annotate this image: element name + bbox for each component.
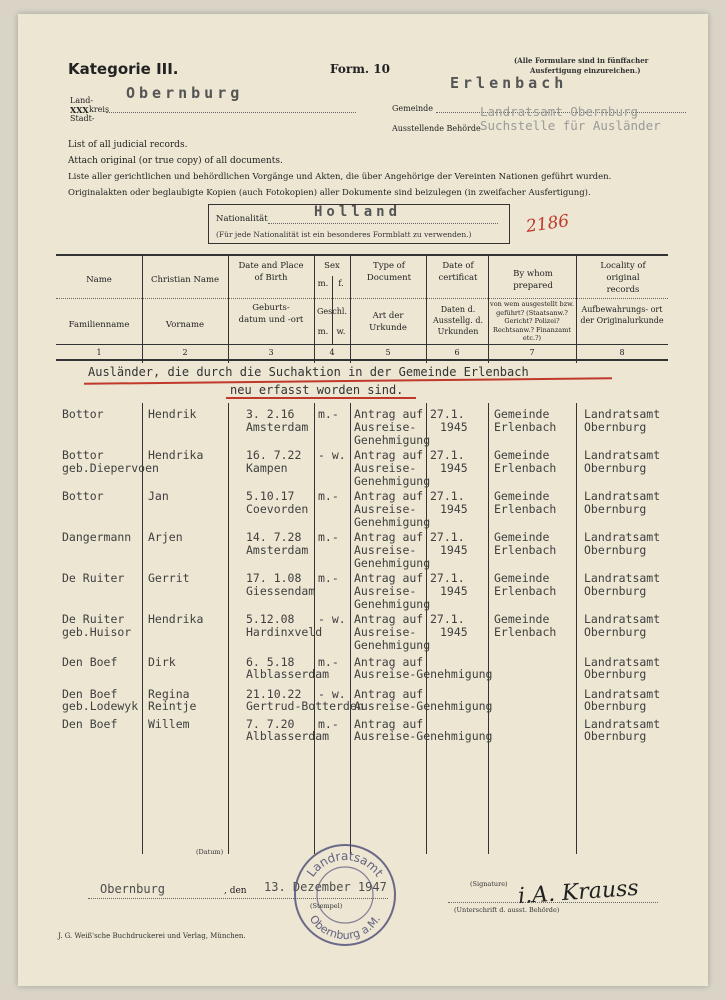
row-document-2: Ausreise- xyxy=(354,584,417,598)
col-6-de: Daten d. Ausstellg. d. Urkunden xyxy=(432,305,484,336)
row-sex: m.- xyxy=(318,655,339,669)
sex-f: f. xyxy=(338,279,344,289)
kreis-label: kreis xyxy=(89,105,110,114)
sex-w-de: w. xyxy=(336,327,346,337)
section-title-2: neu erfasst worden sind. xyxy=(230,383,404,397)
row-locality-1: Landratsamt xyxy=(584,571,661,585)
col-num-7: 7 xyxy=(529,348,535,357)
row-vorname: Hendrika xyxy=(148,612,204,626)
col-2-en: Christian Name xyxy=(150,275,220,285)
date-label: (Datum) xyxy=(196,848,224,856)
row-name: Den Boef xyxy=(62,655,118,669)
nationality-note: (Für jede Nationalität ist ein besonderes Formblatt zu verwenden.) xyxy=(216,230,472,239)
row-locality-1: Landratsamt xyxy=(584,448,661,462)
row-prepared-by-2: Erlenbach xyxy=(494,461,557,475)
row-birth-place: Hardinxveld xyxy=(246,625,323,639)
row-vorname: Gerrit xyxy=(148,571,190,585)
instruction-2: Attach original (or true copy) of all documents. xyxy=(68,156,283,166)
row-cert-date: 27.1. xyxy=(430,530,465,544)
red-reference-mark: 2186 xyxy=(524,211,571,237)
col-7-en: By whom prepared xyxy=(513,269,553,291)
row-locality-1: Landratsamt xyxy=(584,687,661,701)
row-document-1: Antrag auf xyxy=(354,655,424,669)
stadt-label: Stadt- xyxy=(70,114,95,123)
row-locality-2: Obernburg xyxy=(584,667,647,681)
row-name: Bottor xyxy=(62,489,104,503)
col-8-en: Locality of original records xyxy=(600,261,646,295)
row-birth-date: 7. 7.20 xyxy=(246,717,295,731)
row-document-3: Genehmigung xyxy=(354,433,431,447)
row-cert-date: 27.1. xyxy=(430,407,465,421)
row-locality-1: Landratsamt xyxy=(584,489,661,503)
kategorie-title: Kategorie III. xyxy=(68,60,179,78)
nationality-line xyxy=(268,223,498,224)
col-divider-2 xyxy=(228,254,229,854)
col-divider-4 xyxy=(350,254,351,854)
gemeinde-value: Erlenbach xyxy=(450,74,568,92)
row-vorname: Willem xyxy=(148,717,190,731)
row-document-2: Ausreise-Genehmigung xyxy=(354,667,493,681)
row-birth-date: 3. 2.16 xyxy=(246,407,295,421)
copies-note-2: Ausfertigung einzureichen.) xyxy=(530,66,641,75)
row-document-3: Genehmigung xyxy=(354,597,431,611)
row-cert-date: 27.1. xyxy=(430,612,465,626)
row-prepared-by-2: Erlenbach xyxy=(494,502,557,516)
row-document-3: Genehmigung xyxy=(354,556,431,570)
row-document-3: Genehmigung xyxy=(354,515,431,529)
row-locality-2: Obernburg xyxy=(584,420,647,434)
signature-value: i.A. Krauss xyxy=(517,875,640,910)
row-prepared-by-2: Erlenbach xyxy=(494,543,557,557)
row-cert-year: 1945 xyxy=(440,461,468,475)
row-document-2: Ausreise- xyxy=(354,625,417,639)
row-prepared-by-1: Gemeinde xyxy=(494,407,550,421)
kreis-value: Obernburg xyxy=(126,84,244,102)
row-cert-year: 1945 xyxy=(440,420,468,434)
red-underline-2 xyxy=(226,397,416,399)
row-locality-2: Obernburg xyxy=(584,461,647,475)
row-document-1: Antrag auf xyxy=(354,530,424,544)
col-3-en: Date and Place of Birth xyxy=(238,261,304,283)
row-locality-2: Obernburg xyxy=(584,699,647,713)
row-document-2: Ausreise-Genehmigung xyxy=(354,729,493,743)
row-vorname: Hendrika xyxy=(148,448,204,462)
row-birth-place: Coevorden xyxy=(246,502,309,516)
row-birth-place: Amsterdam xyxy=(246,543,309,557)
stamp-bottom-text: Obernburg a.M. xyxy=(306,912,384,943)
instruction-3: Liste aller gerichtlichen und behördlichen Vorgänge und Akten, die über Angehörige der Vereinten Nationen geführt wurden. xyxy=(68,172,612,182)
row-name-maiden: geb.Lodewyk xyxy=(62,699,139,713)
row-document-2: Ausreise- xyxy=(354,461,417,475)
col-5-en: Type of Document xyxy=(366,261,412,283)
row-locality-1: Landratsamt xyxy=(584,612,661,626)
row-document-1: Antrag auf xyxy=(354,489,424,503)
row-vorname: Jan xyxy=(148,489,169,503)
col-divider-3 xyxy=(314,254,315,854)
row-birth-place: Amsterdam xyxy=(246,420,309,434)
row-sex: m.- xyxy=(318,571,339,585)
col-1-en: Name xyxy=(86,275,112,285)
signature-line xyxy=(448,902,658,903)
row-birth-date: 14. 7.28 xyxy=(246,530,302,544)
stempel-label: (Stempel) xyxy=(310,902,343,910)
col-7-de: von wem ausgestellt bzw. geführt? (Staatsanw.? Gericht? Polizei? Rechtsanw.? Finanzamt etc.?) xyxy=(490,300,574,342)
behoerde-value-1: Landratsamt Obernburg xyxy=(480,104,639,119)
row-sex: m.- xyxy=(318,489,339,503)
col-num-1: 1 xyxy=(96,348,102,357)
col-num-6: 6 xyxy=(454,348,460,357)
row-document-3: Genehmigung xyxy=(354,474,431,488)
col-8-de: Aufbewahrungs- ort der Originalurkunde xyxy=(580,305,664,325)
row-document-1: Antrag auf xyxy=(354,612,424,626)
col-4-en: Sex xyxy=(324,261,340,271)
printer-imprint: J. G. Weiß'sche Buchdruckerei und Verlag, München. xyxy=(58,932,246,940)
place-value: Obernburg xyxy=(100,882,166,896)
row-birth-date: 21.10.22 xyxy=(246,687,302,701)
instruction-1: List of all judicial records. xyxy=(68,140,188,150)
row-prepared-by-1: Gemeinde xyxy=(494,571,550,585)
stamp-top-text: Landratsamt xyxy=(304,848,387,880)
row-birth-date: 6. 5.18 xyxy=(246,655,295,669)
row-name-maiden: geb.Huisor xyxy=(62,625,132,639)
row-birth-place: Giessendam xyxy=(246,584,316,598)
date-value: 13. Dezember 1947 xyxy=(264,880,387,894)
kreis-line xyxy=(106,112,356,113)
row-name-maiden: geb.Diepervoen xyxy=(62,461,159,475)
row-locality-1: Landratsamt xyxy=(584,407,661,421)
row-locality-2: Obernburg xyxy=(584,584,647,598)
row-document-1: Antrag auf xyxy=(354,571,424,585)
col-divider-6 xyxy=(488,254,489,854)
nationality-label: Nationalität xyxy=(216,214,268,224)
row-name: De Ruiter xyxy=(62,571,125,585)
row-vorname: Arjen xyxy=(148,530,183,544)
behoerde-value-2: Suchstelle für Ausländer xyxy=(480,118,661,133)
col-5-de: Art der Urkunde xyxy=(369,311,407,333)
row-prepared-by-1: Gemeinde xyxy=(494,448,550,462)
row-prepared-by-2: Erlenbach xyxy=(494,584,557,598)
row-document-2: Ausreise- xyxy=(354,502,417,516)
row-cert-date: 27.1. xyxy=(430,489,465,503)
form-number: Form. 10 xyxy=(330,62,390,76)
col-num-5: 5 xyxy=(385,348,391,357)
row-vorname: Dirk xyxy=(148,655,176,669)
row-document-1: Antrag auf xyxy=(354,448,424,462)
row-birth-place: Kampen xyxy=(246,461,288,475)
row-prepared-by-1: Gemeinde xyxy=(494,489,550,503)
sex-m: m. xyxy=(317,279,329,289)
row-document-1: Antrag auf xyxy=(354,407,424,421)
signature-label: (Signature) xyxy=(470,880,508,888)
row-birth-place: Alblasserdam xyxy=(246,667,330,681)
row-document-2: Ausreise- xyxy=(354,543,417,557)
row-name: Den Boef xyxy=(62,717,118,731)
unterschrift-label: (Unterschrift d. ausst. Behörde) xyxy=(454,906,560,914)
row-cert-date: 27.1. xyxy=(430,448,465,462)
section-title-1: Ausländer, die durch die Suchaktion in der Gemeinde Erlenbach xyxy=(88,365,529,379)
col-6-en: Date of certificat xyxy=(438,261,478,283)
col-num-2: 2 xyxy=(182,348,188,357)
row-locality-1: Landratsamt xyxy=(584,530,661,544)
row-name: Den Boef xyxy=(62,687,118,701)
row-document-1: Antrag auf xyxy=(354,687,424,701)
row-cert-year: 1945 xyxy=(440,584,468,598)
land-label: Land- xyxy=(70,96,94,105)
row-prepared-by-2: Erlenbach xyxy=(494,625,557,639)
form-sheet xyxy=(18,14,708,986)
sex-m-de: m. xyxy=(317,327,329,337)
row-document-3: Genehmigung xyxy=(354,638,431,652)
row-sex: m.- xyxy=(318,407,339,421)
col-num-8: 8 xyxy=(619,348,625,357)
row-birth-date: 5.12.08 xyxy=(246,612,295,626)
row-birth-place: Alblasserdam xyxy=(246,729,330,743)
copies-note-1: (Alle Formulare sind in fünffacher xyxy=(514,56,649,65)
row-birth-place: Gertrud-Botterden xyxy=(246,699,364,713)
col-num-3: 3 xyxy=(268,348,274,357)
den-label: , den xyxy=(224,886,247,896)
row-vorname-2: Reintje xyxy=(148,699,197,713)
row-locality-1: Landratsamt xyxy=(584,655,661,669)
row-locality-2: Obernburg xyxy=(584,543,647,557)
row-vorname: Regina xyxy=(148,687,190,701)
col-divider-5 xyxy=(426,254,427,854)
col-4-de: Geschl. xyxy=(317,307,347,316)
row-prepared-by-2: Erlenbach xyxy=(494,420,557,434)
row-cert-year: 1945 xyxy=(440,502,468,516)
nationality-value: Holland xyxy=(314,204,402,220)
row-prepared-by-1: Gemeinde xyxy=(494,530,550,544)
row-prepared-by-1: Gemeinde xyxy=(494,612,550,626)
instruction-4: Originalakten oder beglaubigte Kopien (auch Fotokopien) aller Dokumente sind beizulegen (in zweifacher Ausfertigung). xyxy=(68,188,591,198)
row-sex: - w. xyxy=(318,687,346,701)
row-sex: m.- xyxy=(318,717,339,731)
col-3-de: Geburts- datum und -ort xyxy=(238,303,304,325)
row-cert-date: 27.1. xyxy=(430,571,465,585)
gemeinde-label: Gemeinde xyxy=(392,104,434,113)
row-locality-2: Obernburg xyxy=(584,502,647,516)
row-sex: m.- xyxy=(318,530,339,544)
kreis-struck: XXX xyxy=(70,105,89,115)
row-name: De Ruiter xyxy=(62,612,125,626)
row-locality-2: Obernburg xyxy=(584,625,647,639)
row-cert-year: 1945 xyxy=(440,543,468,557)
col-2-de: Vorname xyxy=(165,320,205,330)
row-sex: - w. xyxy=(318,612,346,626)
row-document-2: Ausreise-Genehmigung xyxy=(354,699,493,713)
official-stamp xyxy=(290,840,400,950)
row-name: Bottor xyxy=(62,407,104,421)
row-birth-date: 5.10.17 xyxy=(246,489,295,503)
behoerde-label: Ausstellende Behörde xyxy=(392,124,481,133)
col-num-4: 4 xyxy=(329,348,335,357)
row-locality-1: Landratsamt xyxy=(584,717,661,731)
row-document-1: Antrag auf xyxy=(354,717,424,731)
row-document-2: Ausreise- xyxy=(354,420,417,434)
row-vorname: Hendrik xyxy=(148,407,197,421)
col-divider-7 xyxy=(576,254,577,854)
row-birth-date: 16. 7.22 xyxy=(246,448,302,462)
row-name: Bottor xyxy=(62,448,104,462)
row-cert-year: 1945 xyxy=(440,625,468,639)
col-divider-1 xyxy=(142,254,143,854)
row-birth-date: 17. 1.08 xyxy=(246,571,302,585)
row-name: Dangermann xyxy=(62,530,132,544)
col-1-de: Familienname xyxy=(68,320,130,330)
row-locality-2: Obernburg xyxy=(584,729,647,743)
row-sex: - w. xyxy=(318,448,346,462)
